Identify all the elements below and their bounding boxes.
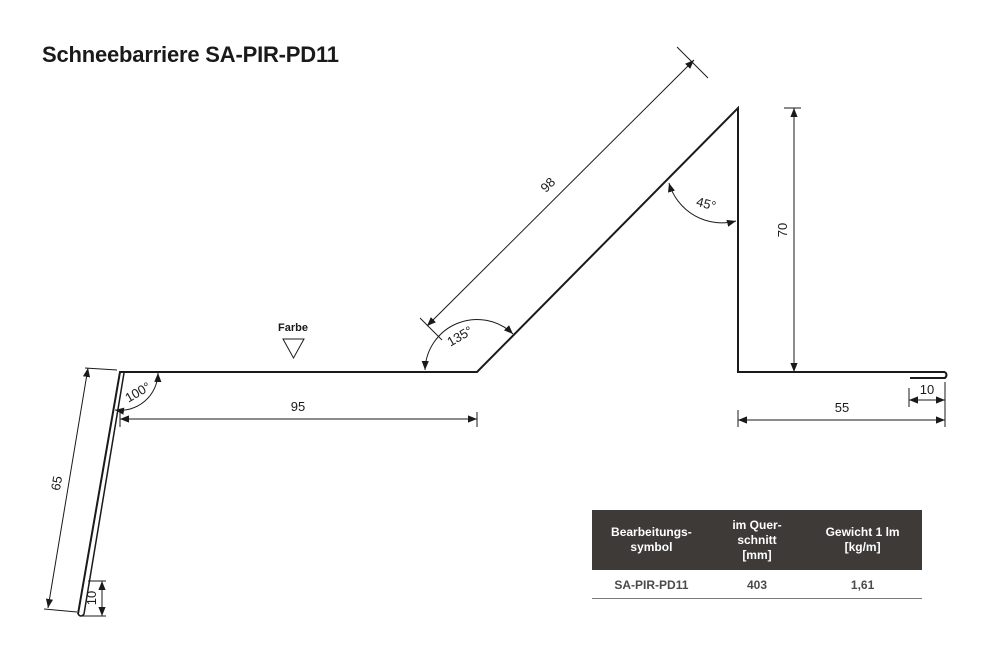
cell-symbol: SA-PIR-PD11 (592, 570, 711, 599)
header-cross-section-line3: [mm] (742, 547, 772, 562)
header-cross-section-line1: im Quer- (732, 517, 782, 532)
dim-slope (420, 47, 708, 340)
dim-left-flange-label: 65 (47, 474, 66, 492)
dim-vertical (784, 108, 801, 372)
cell-weight: 1,61 (803, 570, 922, 599)
header-weight-line1: Gewicht 1 lm (825, 525, 900, 539)
spec-table (592, 510, 922, 599)
dim-base (120, 412, 477, 427)
drawing-title: Schneebarriere SA-PIR-PD11 (42, 42, 339, 67)
dim-slope-label: 98 (537, 174, 559, 196)
header-cross-section (711, 510, 803, 570)
angle-slope-label: 135° (444, 322, 476, 350)
header-processing-symbol-line2: symbol (630, 540, 673, 554)
table-row (592, 570, 922, 599)
cell-cross-section: 403 (711, 570, 803, 599)
header-weight-line2: [kg/m] (844, 540, 881, 554)
dim-right-hem-label: 10 (919, 382, 935, 397)
dim-right-flange-label: 55 (834, 400, 850, 415)
dim-left-hem-label: 10 (84, 590, 99, 606)
header-cross-section-line2: schnitt (737, 532, 777, 547)
header-weight (803, 510, 922, 570)
header-processing-symbol (592, 510, 711, 570)
spec-table-header-row (592, 510, 922, 570)
angle-top-label: 45° (694, 193, 718, 214)
dim-vertical-label: 70 (775, 222, 790, 238)
dim-base-label: 95 (290, 399, 306, 414)
color-side-label: Farbe (278, 322, 308, 334)
header-processing-symbol-line1: Bearbeitungs- (611, 525, 692, 539)
angle-left-label: 100° (122, 378, 154, 406)
color-side-triangle (283, 339, 304, 358)
